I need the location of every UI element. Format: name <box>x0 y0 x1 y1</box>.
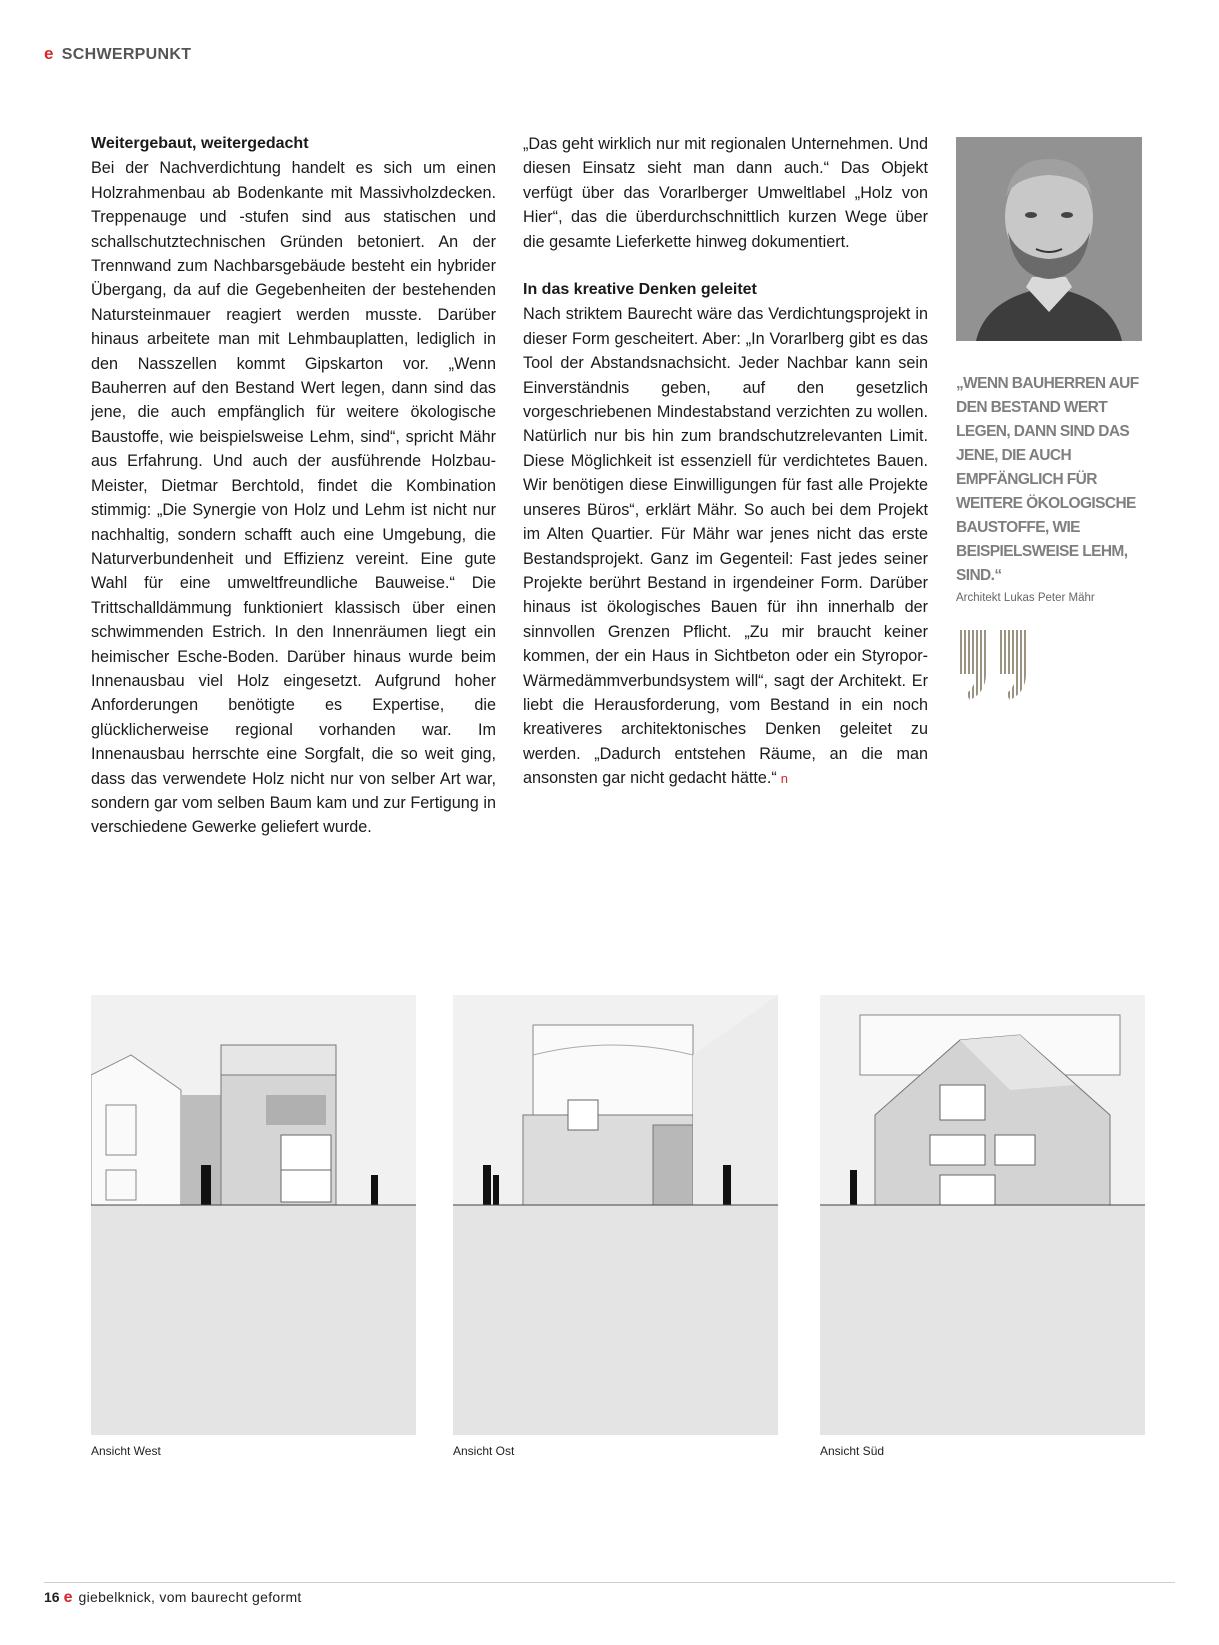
portrait-caption: Architekt Lukas Peter Mähr <box>956 592 1095 604</box>
column1-body: Bei der Nachverdichtung handelt es sich um einen Holzrahmenbau ab Bodenkante mit Massivholzdecken. Treppenauge und -stufen sind aus statischen und schallschutztechnischen Gründen betoniert. An der Trennwand zum Nachbarsgebäude besteht ein hybrider Übergang, da auf die Gegebenheiten der bestehenden Natursteinmauer reagiert werden musste. Darüber hinaus arbeitete man mit Lehmbauplatten, lediglich in den Nasszellen kommt Gipskarton vor. „Wenn Bauherren auf den Bestand Wert legen, dann sind das jene, die auch empfänglich für weitere ökologische Baustoffe, wie beispielsweise Lehm, sind“, spricht Mähr aus Erfahrung. Und auch der ausführende Holzbau-Meister, Dietmar Berchtold, findet die Kombination stimmig: „Die Synergie von Holz und Lehm ist nicht nur nachhaltig, sondern schafft auch eine Umgebung, die Naturverbundenheit und Effizienz vereint. Eine gute Wahl für eine umweltfreundliche Bauweise.“ Die Trittschalldämmung funktioniert klassisch über einen schwimmenden Estrich. In den Innenräumen liegt ein heimischer Esche-Boden. Darüber hinaus wurde beim Innenausbau viel Holz eingesetzt. Aufgrund hoher Anforderungen benötigte es Expertise, die glücklicherweise regional vorhanden war. Im Innenausbau herrschte eine Sorgfalt, die so weit ging, dass das verwendete Holz nicht nur von selber Art war, sondern gar vom selben Baum kam und zur Fertigung in verschiedene Gewerke geliefert wurde. <box>91 159 496 837</box>
elevation-west-drawing <box>91 995 416 1435</box>
subheading-weitergebaut: Weitergebaut, weitergedacht <box>91 135 309 152</box>
article-end-mark: n <box>780 771 789 787</box>
page-number: 16 <box>44 1589 60 1605</box>
quote-mark-icon <box>956 630 1036 702</box>
page-footer <box>44 1589 302 1607</box>
column2-body <box>523 302 928 791</box>
section-title: SCHWERPUNKT <box>61 46 192 63</box>
column2-intro: „Das geht wirklich nur mit regionalen Unternehmen. Und diesen Einsatz sieht man dann auch.“ Das Objekt verfügt über das Vorarlberger Umweltlabel „Holz von Hier“, das die überdurchschnittlich kurzen Wege über die gesamte Lieferkette hinweg dokumentiert. <box>523 135 928 251</box>
architect-portrait <box>956 137 1142 341</box>
elevation-south-caption: Ansicht Süd <box>820 1444 885 1458</box>
footer-divider <box>44 1582 1175 1583</box>
article-column-2 <box>523 132 928 792</box>
subheading-kreative-denken: In das kreative Denken geleitet <box>523 281 757 299</box>
article-column-1 <box>91 132 496 840</box>
column2-body-text: Nach striktem Baurecht wäre das Verdichtungsprojekt in dieser Form gescheitert. Aber: „In Vorarlberg gibt es das Tool der Abstandsnachsicht. Jeder Nachbar kann sein Einverständnis geben, auf den gesetzlich vorgeschriebenen Mindestabstand verzichten zu wollen. Natürlich nur bis hin zum brandschutzrelevanten Limit. Diese Möglichkeit ist essenziell für verdichtetes Bauen. Wir benötigen diese Einwilligungen für fast alle Projekte unseres Büros“, erklärt Mähr. So auch bei dem Projekt im Alten Quartier. Für Mähr war jenes nicht das erste Bestandsprojekt. Ganz im Gegenteil: Fast jedes seiner Projekte berührt Bestand in irgendeiner Form. Darüber hinaus ist ökologisches Bauen für ihn innerhalb der sinnvollen Grenzen Pflicht. „Zu mir braucht keiner kommen, der ein Haus in Sichtbeton oder ein Styropor-Wärmedämmverbundsystem will“, sagt der Architekt. Er liebt die Herausforderung, vom Bestand in ein noch kreativeres architektonisches Denken geleitet zu werden. „Dadurch entstehen Räume, an die man ansonsten gar nicht gedacht hätte.“ <box>523 305 928 788</box>
elevation-east-caption: Ansicht Ost <box>453 1444 515 1458</box>
footer-logo-letter: e <box>63 1589 73 1606</box>
pull-quote: „WENN BAUHERREN AUF DEN BESTAND WERT LEGEN, DANN SIND DAS JENE, DIE AUCH EMPFÄNGLICH FÜR WEITERE ÖKOLOGISCHE BAUSTOFFE, WIE BEISPIELSWEISE LEHM, SIND.“ <box>956 375 1139 584</box>
elevation-east-drawing <box>453 995 778 1435</box>
section-header <box>44 44 191 64</box>
magazine-logo-letter: e <box>44 44 54 63</box>
elevation-west-caption: Ansicht West <box>91 1444 161 1458</box>
elevation-south-drawing <box>820 995 1145 1435</box>
footer-tagline: giebelknick, vom baurecht geformt <box>78 1589 302 1605</box>
